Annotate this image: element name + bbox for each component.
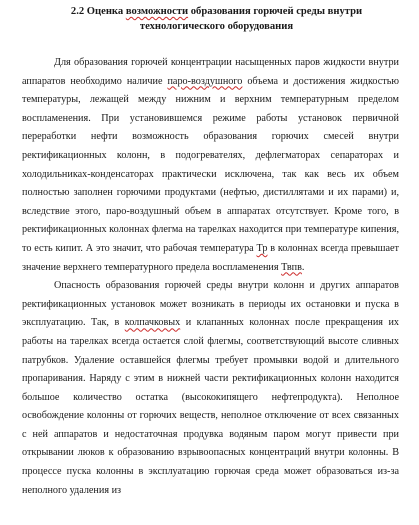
section-heading — [22, 4, 399, 34]
paragraph-text: объема и достижения жидкостью температуры, лежащей между нижним и верхним температурным пределом воспламенения. При установившемся режиме работы установок первичной переработки нефти возможность образования горючих смесей внутри ректификационных колонн, в подогревателях, дефлегматорах сепараторах и холодильниках-конденсаторах практически исключена, так как весь их объем полностью заполнен горючими продуктами (нефтью, дистиллятами и их парами) и, вследствие этого, паро-воздушный объем в аппаратах отсутствует. Кроме того, в ректификационных колоннах флегма на тарелках находится при температуре кипения, то есть кипит. А это значит, что рабочая температура — [22, 75, 399, 254]
paragraph-text: Опасность образования горючей среды внутри колонн и других аппаратов ректификационных установок может возникать в периоды их остановки и пуска в эксплуатацию. Так, в — [22, 280, 399, 329]
paragraph-1 — [22, 54, 399, 277]
paragraph-text: и клапанных колоннах после прекращения их работы на тарелках всегда остается слой флегмы, соответствующий высоте сливных патрубков. Удаление оставшейся флегмы требует промывки водой и длительного пропаривания. Наряду с этим в нижней части ректификационных колонн находится большое количество остатка (высококипящего нефтепродукта). Неполное освобождение колонны от горючих веществ, неполное отключение от всех связанных с ней аппаратов и недостаточная продувка водяным паром могут привести при открывании люков к образованию взрывоопасных концентраций внутри колонны. В процессе пуска колонны в эксплуатацию горючая среда может образоваться из-за неполного удаления из — [22, 317, 399, 496]
paragraph-text: . — [301, 261, 305, 273]
paragraph-text: в колоннах всегда превышает значение верхнего температурного предела воспламенения — [22, 242, 399, 273]
spellcheck-word: Тр — [256, 242, 268, 254]
heading-spellcheck-word: возможности — [125, 6, 189, 17]
spellcheck-word: паро-воздушного — [167, 75, 243, 87]
heading-text: образования горючей среды внутри технологического оборудования — [139, 6, 363, 32]
spellcheck-word: колпачковых — [124, 317, 181, 329]
paragraph-text: Для образования горючей концентрации насыщенных паров жидкости внутри аппаратов необходимо наличие — [22, 57, 399, 87]
spellcheck-word: Твпв — [281, 261, 302, 273]
heading-text: 2.2 Оценка — [70, 6, 126, 17]
paragraph-2 — [22, 277, 399, 500]
